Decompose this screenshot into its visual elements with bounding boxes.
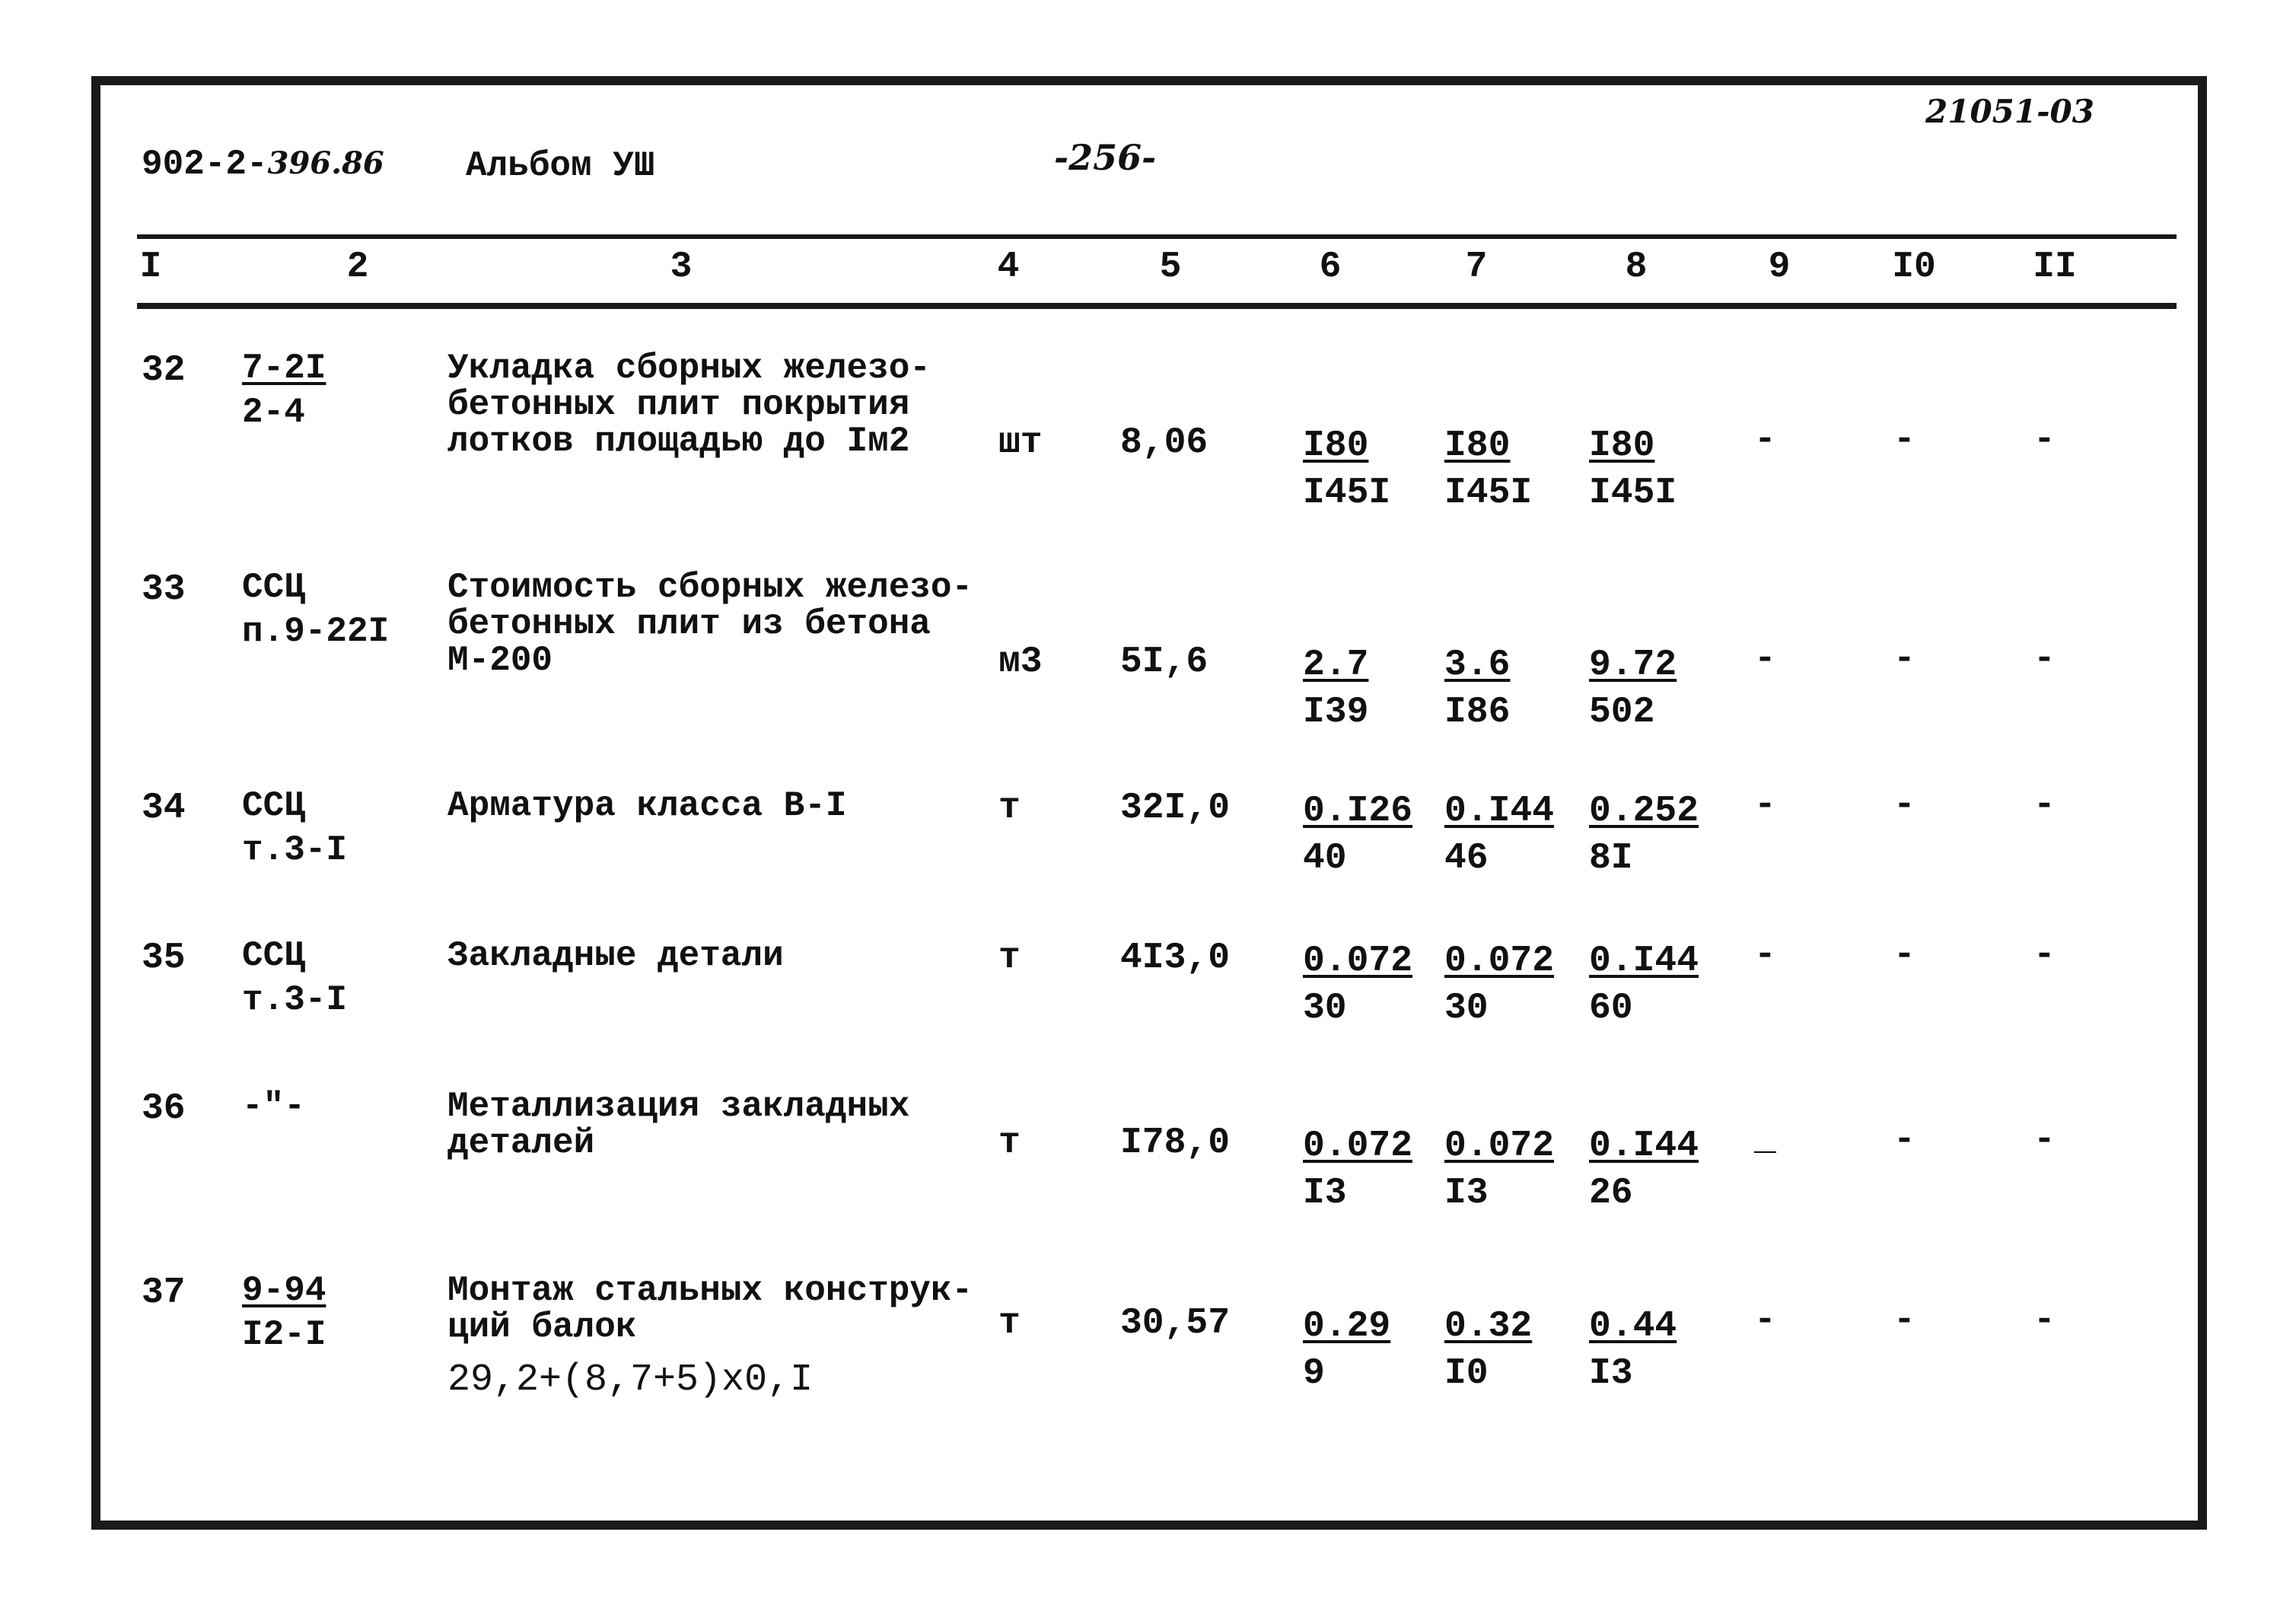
header-rule-bottom <box>137 303 2177 309</box>
fraction-numerator: 2.7 <box>1303 645 1369 686</box>
row-number: 37 <box>142 1272 186 1314</box>
price-reference-top: ССЦ <box>242 568 305 607</box>
unit: м3 <box>998 642 1043 683</box>
row-number: 32 <box>142 350 186 391</box>
doc-code-suffix: 396.86 <box>267 145 384 181</box>
work-description <box>447 569 973 679</box>
page-number: -256- <box>1054 137 1157 178</box>
fraction-numerator: 0.32 <box>1444 1306 1533 1347</box>
row-number: 34 <box>142 788 186 829</box>
empty-cell-c11: - <box>2033 638 2056 680</box>
price-reference <box>242 569 389 650</box>
fraction-numerator: 0.072 <box>1444 1126 1555 1167</box>
fraction-numerator: I80 <box>1589 425 1655 467</box>
description-line: Арматура класса В-I <box>447 786 847 826</box>
column-number: 2 <box>346 247 369 288</box>
price-reference <box>242 788 347 868</box>
price-reference <box>242 1088 305 1132</box>
column-number: 3 <box>670 247 693 288</box>
empty-cell-c10: - <box>1893 419 1915 460</box>
description-line: Закладные детали <box>447 936 784 976</box>
unit: т <box>998 938 1021 979</box>
cost-fraction-c8 <box>1589 788 1699 882</box>
doc-code <box>142 145 384 184</box>
cost-fraction-c7 <box>1444 788 1554 882</box>
work-description <box>447 1088 909 1161</box>
description-line: бетонных плит из бетона <box>447 604 931 644</box>
fraction-denominator: I0 <box>1444 1353 1489 1394</box>
empty-cell-c9: - <box>1754 638 1776 680</box>
fraction-numerator: I80 <box>1444 425 1511 467</box>
empty-cell-c9: _ <box>1754 1119 1776 1161</box>
price-reference-top: 9-94 <box>242 1271 326 1310</box>
description-line: лотков площадью до Iм2 <box>447 422 910 461</box>
column-number: 5 <box>1159 247 1182 288</box>
album-label: Альбом УШ <box>466 146 655 186</box>
description-line: М-200 <box>447 641 553 680</box>
doc-code-prefix: 902-2- <box>142 145 268 184</box>
fraction-numerator: 0.252 <box>1589 791 1699 832</box>
fraction-denominator: 9 <box>1303 1353 1325 1394</box>
price-reference-bottom: I2-I <box>242 1315 326 1355</box>
column-number: 9 <box>1768 247 1791 288</box>
price-reference-top: ССЦ <box>242 786 305 826</box>
work-description <box>447 788 847 824</box>
empty-cell-c11: - <box>2033 935 2056 976</box>
empty-cell-c11: - <box>2033 1119 2056 1161</box>
cost-fraction-c6 <box>1303 1123 1412 1217</box>
cost-fraction-c8 <box>1589 938 1699 1032</box>
price-reference-top: ССЦ <box>242 936 305 976</box>
cost-fraction-c7 <box>1444 642 1510 736</box>
fraction-denominator: 30 <box>1303 988 1347 1029</box>
fraction-numerator: 0.I44 <box>1444 791 1555 832</box>
quantity: 8,06 <box>1120 422 1209 463</box>
fraction-numerator: 0.I44 <box>1589 941 1699 982</box>
description-line: бетонных плит покрытия <box>447 385 910 425</box>
archive-number: 21051-03 <box>1925 93 2094 130</box>
fraction-denominator: 502 <box>1589 692 1655 733</box>
fraction-denominator: I3 <box>1444 1173 1489 1214</box>
quantity: 30,57 <box>1120 1303 1231 1344</box>
fraction-denominator: I3 <box>1589 1353 1633 1394</box>
fraction-numerator: 0.072 <box>1303 1126 1413 1167</box>
cost-fraction-c6 <box>1303 938 1412 1032</box>
empty-cell-c9: - <box>1754 785 1776 826</box>
column-number: 6 <box>1319 247 1342 288</box>
empty-cell-c9: - <box>1754 419 1776 460</box>
empty-cell-c11: - <box>2033 419 2056 460</box>
cost-fraction-c7 <box>1444 938 1554 1032</box>
work-description <box>447 350 931 460</box>
quantity: I78,0 <box>1120 1123 1231 1164</box>
quantity: 5I,6 <box>1120 642 1209 683</box>
column-number: II <box>2033 247 2077 288</box>
empty-cell-c9: - <box>1754 935 1776 976</box>
fraction-denominator: 46 <box>1444 838 1489 879</box>
price-reference-top: 7-2I <box>242 349 326 388</box>
fraction-denominator: 60 <box>1589 988 1633 1029</box>
row-number: 33 <box>142 569 186 610</box>
description-line: 29,2+(8,7+5)х0,I <box>447 1358 814 1402</box>
empty-cell-c10: - <box>1893 1119 1915 1161</box>
price-reference-bottom: т.3-I <box>242 830 348 870</box>
cost-fraction-c6 <box>1303 642 1368 736</box>
fraction-denominator: I45I <box>1589 473 1677 514</box>
fraction-numerator: 0.29 <box>1303 1306 1391 1347</box>
fraction-denominator: I39 <box>1303 692 1369 733</box>
fraction-denominator: 8I <box>1589 838 1633 879</box>
cost-fraction-c6 <box>1303 422 1390 517</box>
description-line: Металлизация закладных <box>447 1087 910 1126</box>
empty-cell-c10: - <box>1893 785 1915 826</box>
fraction-numerator: 3.6 <box>1444 645 1511 686</box>
fraction-numerator: 0.44 <box>1589 1306 1677 1347</box>
empty-cell-c11: - <box>2033 785 2056 826</box>
fraction-denominator: I45I <box>1444 473 1533 514</box>
fraction-numerator: 0.I26 <box>1303 791 1413 832</box>
cost-fraction-c6 <box>1303 788 1412 882</box>
cost-fraction-c8 <box>1589 1303 1677 1397</box>
quantity: 32I,0 <box>1120 788 1231 829</box>
cost-fraction-c8 <box>1589 422 1677 517</box>
fraction-denominator: I86 <box>1444 692 1511 733</box>
empty-cell-c11: - <box>2033 1300 2056 1341</box>
price-reference-bottom: т.3-I <box>242 980 348 1020</box>
fraction-denominator: I3 <box>1303 1173 1347 1214</box>
fraction-denominator: 40 <box>1303 838 1347 879</box>
fraction-denominator: 26 <box>1589 1173 1633 1214</box>
column-number: 7 <box>1465 247 1488 288</box>
price-reference <box>242 1272 326 1353</box>
price-reference-top: -"- <box>242 1087 305 1126</box>
fraction-denominator: 30 <box>1444 988 1489 1029</box>
cost-fraction-c7 <box>1444 422 1532 517</box>
description-line: деталей <box>447 1123 595 1163</box>
column-number: 4 <box>997 247 1020 288</box>
empty-cell-c10: - <box>1893 935 1915 976</box>
fraction-numerator: 0.072 <box>1303 941 1413 982</box>
quantity: 4I3,0 <box>1120 938 1231 979</box>
row-number: 36 <box>142 1088 186 1129</box>
fraction-numerator: I80 <box>1303 425 1369 467</box>
empty-cell-c10: - <box>1893 638 1915 680</box>
unit: шт <box>998 422 1043 463</box>
cost-fraction-c8 <box>1589 642 1677 736</box>
column-number: I <box>139 247 162 288</box>
row-number: 35 <box>142 938 186 979</box>
fraction-numerator: 9.72 <box>1589 645 1677 686</box>
unit: т <box>998 1303 1021 1344</box>
price-reference <box>242 350 326 431</box>
cost-fraction-c8 <box>1589 1123 1699 1217</box>
unit: т <box>998 1123 1021 1164</box>
price-reference <box>242 938 347 1018</box>
work-description <box>447 1271 973 1402</box>
column-number: 8 <box>1625 247 1648 288</box>
description-line: Укладка сборных железо- <box>447 349 931 388</box>
description-line: Стоимость сборных железо- <box>447 568 973 607</box>
price-reference-bottom: п.9-22I <box>242 612 390 651</box>
description-line: Монтаж стальных конструк- <box>447 1271 973 1310</box>
price-reference-bottom: 2-4 <box>242 393 305 432</box>
description-line: ций балок <box>447 1307 637 1347</box>
fraction-numerator: 0.072 <box>1444 941 1555 982</box>
fraction-denominator: I45I <box>1303 473 1391 514</box>
empty-cell-c9: - <box>1754 1300 1776 1341</box>
empty-cell-c10: - <box>1893 1300 1915 1341</box>
cost-fraction-c7 <box>1444 1303 1532 1397</box>
cost-fraction-c6 <box>1303 1303 1390 1397</box>
unit: т <box>998 788 1021 829</box>
header-rule-top <box>137 234 2177 239</box>
fraction-numerator: 0.I44 <box>1589 1126 1699 1167</box>
work-description <box>447 938 784 974</box>
cost-fraction-c7 <box>1444 1123 1554 1217</box>
column-number: I0 <box>1892 247 1936 288</box>
